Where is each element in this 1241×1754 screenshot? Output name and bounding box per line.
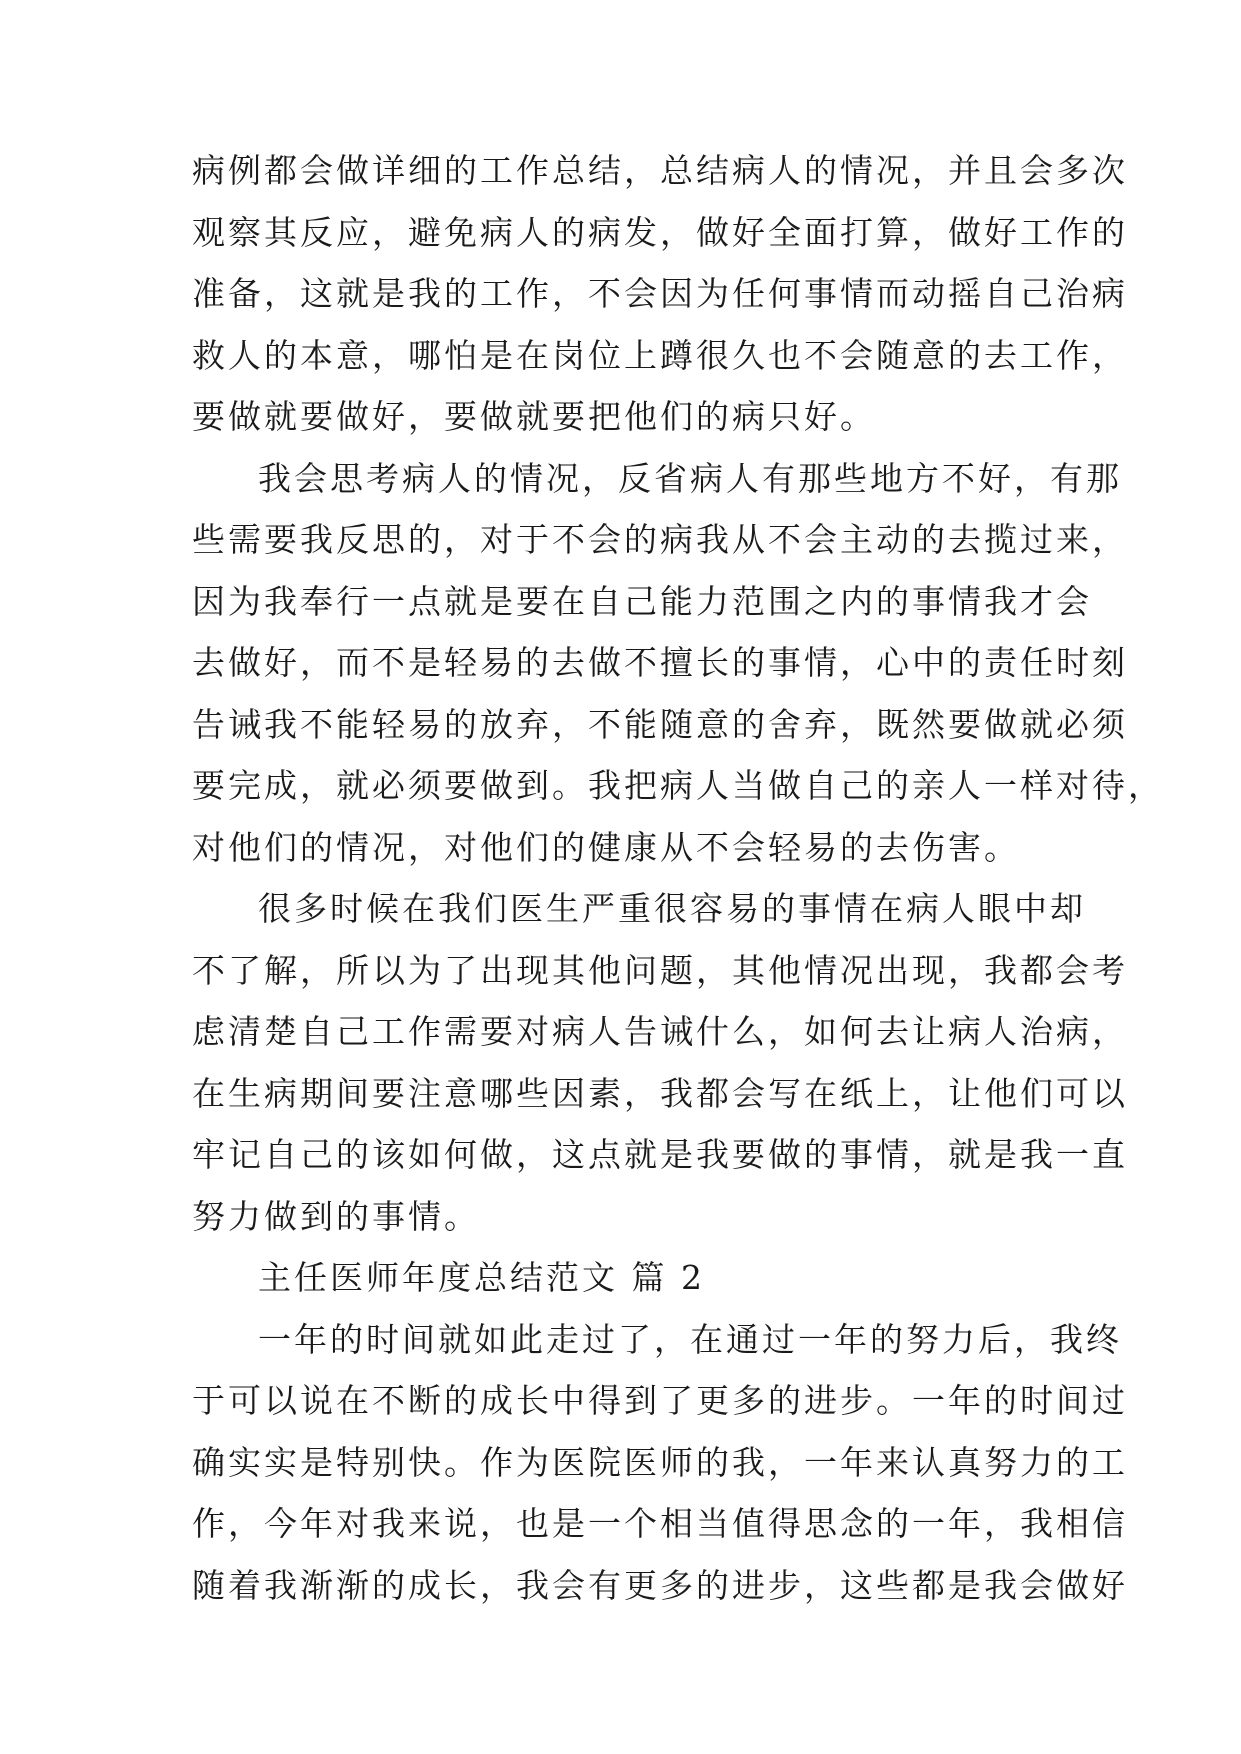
text-line: 于可以说在不断的成长中得到了更多的进步。一年的时间过 [192,1381,1128,1420]
text-line: 努力做到的事情。 [192,1196,480,1236]
text-line: 不了解，所以为了出现其他问题，其他情况出现，我都会考 [192,950,1128,990]
text-line: 救人的本意，哪怕是在岗位上蹲很久也不会随意的去工作， [192,335,1128,375]
document-body [192,140,1164,1616]
paragraph-first-line: 一年的时间就如此走过了，在通过一年的努力后，我终 [258,1319,1122,1359]
paragraph-first-line: 我会思考病人的情况，反省病人有那些地方不好，有那 [258,458,1122,498]
paragraph-first-line: 很多时候在我们医生严重很容易的事情在病人眼中却 [258,889,1086,928]
text-line: 要做就要做好，要做就要把他们的病只好。 [192,397,876,436]
text-line: 作，今年对我来说，也是一个相当值得思念的一年，我相信 [192,1504,1128,1543]
text-line: 因为我奉行一点就是要在自己能力范围之内的事情我才会 [192,581,1092,621]
text-line: 在生病期间要注意哪些因素，我都会写在纸上，让他们可以 [192,1073,1128,1113]
text-line: 虑清楚自己工作需要对病人告诫什么，如何去让病人治病， [192,1012,1128,1051]
text-line: 病例都会做详细的工作总结，总结病人的情况，并且会多次 [192,151,1128,190]
text-line: 对他们的情况，对他们的健康从不会轻易的去伤害。 [192,827,1020,867]
text-line: 随着我渐渐的成长，我会有更多的进步，这些都是我会做好 [192,1565,1128,1605]
text-line: 些需要我反思的，对于不会的病我从不会主动的去揽过来， [192,520,1128,559]
text-line: 观察其反应，避免病人的病发，做好全面打算，做好工作的 [192,212,1128,252]
text-line: 确实实是特别快。作为医院医师的我，一年来认真努力的工 [192,1442,1128,1482]
text-line: 准备，这就是我的工作，不会因为任何事情而动摇自己治病 [192,274,1128,313]
text-line: 去做好，而不是轻易的去做不擅长的事情，心中的责任时刻 [192,643,1128,682]
text-line: 要完成，就必须要做到。我把病人当做自己的亲人一样对待， [192,766,1164,805]
text-line: 告诫我不能轻易的放弃，不能随意的舍弃，既然要做就必须 [192,704,1128,744]
section-heading: 主任医师年度总结范文 篇 2 [258,1258,705,1297]
text-line: 牢记自己的该如何做，这点就是我要做的事情，就是我一直 [192,1135,1128,1174]
